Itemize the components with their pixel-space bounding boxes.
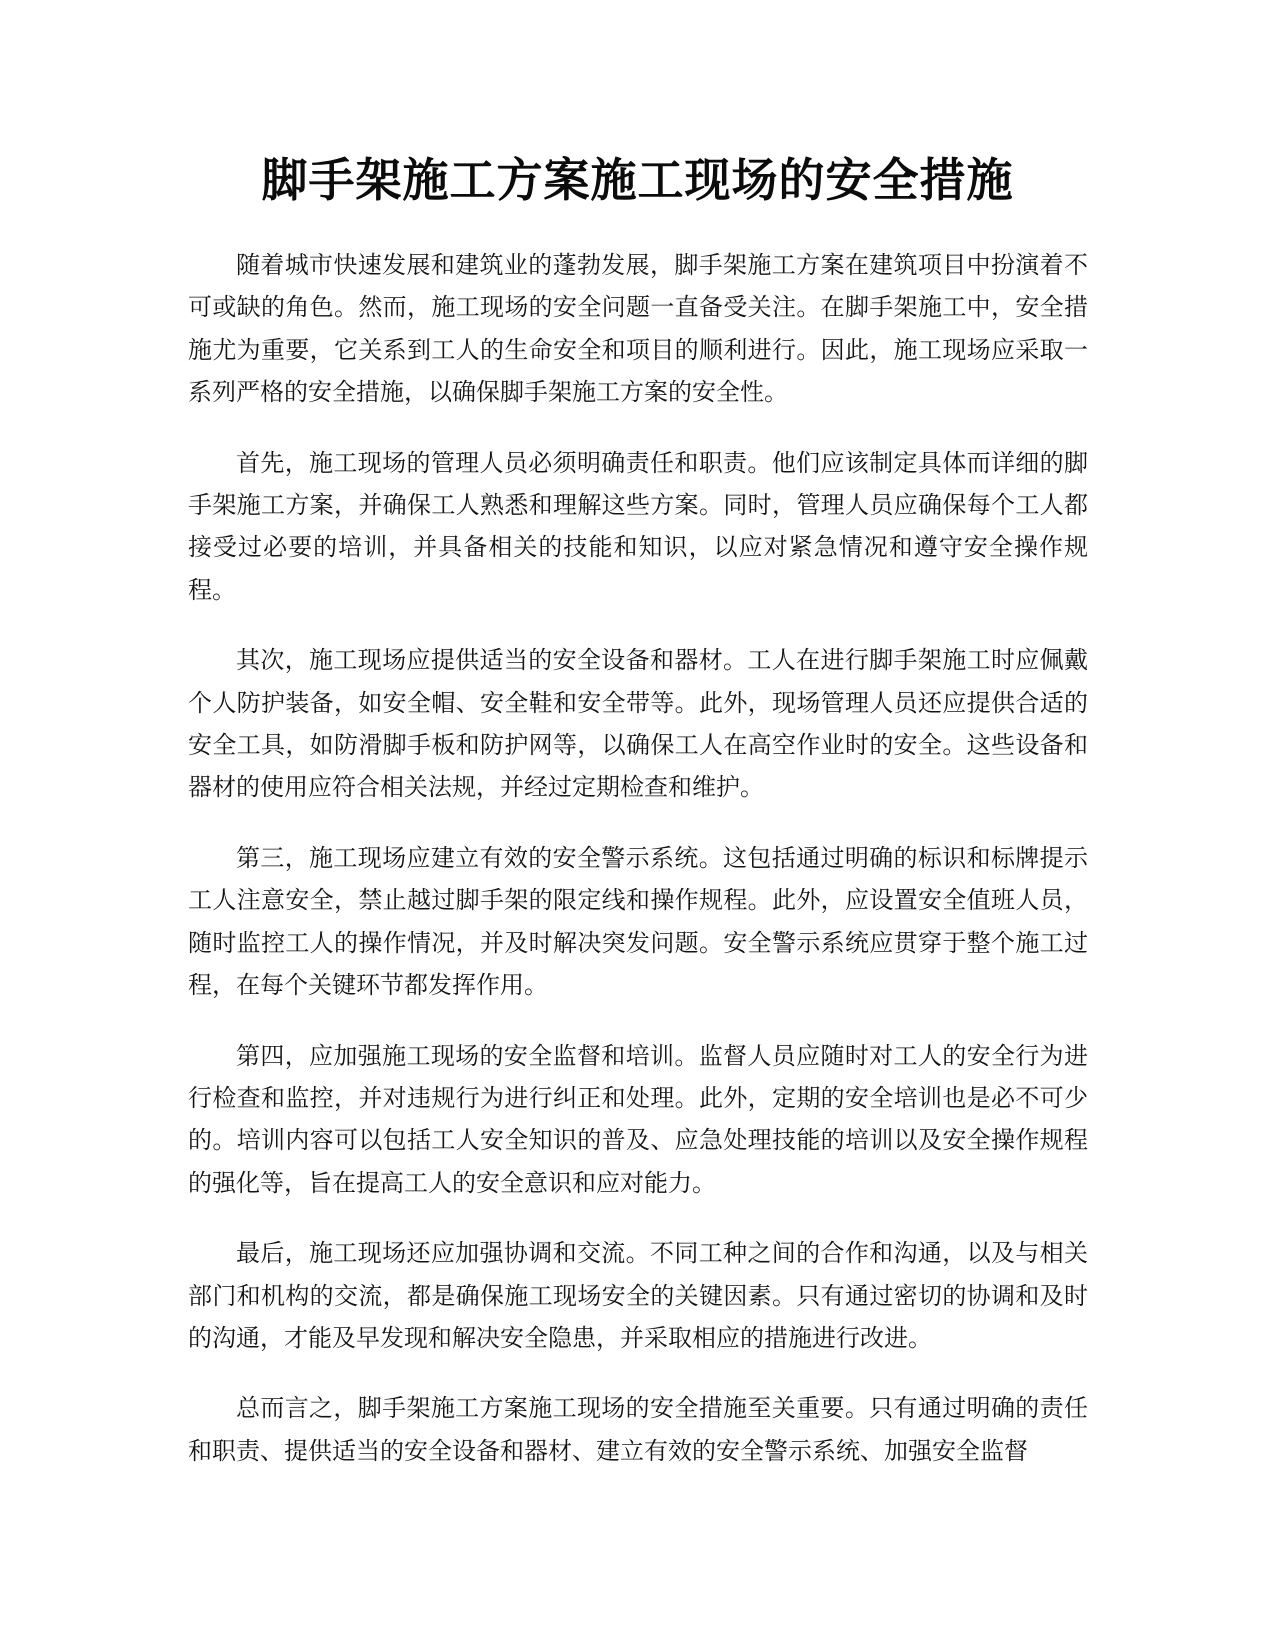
paragraph-summary: 总而言之，脚手架施工方案施工现场的安全措施至关重要。只有通过明确的责任和职责、提供适当的安全设备和器材、建立有效的安全警示系统、加强安全监督 (188, 1394, 1088, 1465)
document-title: 脚手架施工方案施工现场的安全措施 (261, 153, 1014, 207)
paragraph-intro: 随着城市快速发展和建筑业的蓬勃发展，脚手架施工方案在建筑项目中扮演着不可或缺的角色。然而，施工现场的安全问题一直备受关注。在脚手架施工中，安全措施尤为重要，它关系到工人的生命安全和项目的顺利进行。因此，施工现场应采取一系列严格的安全措施，以确保脚手架施工方案的安全性。 (188, 251, 1088, 407)
document-body (188, 244, 1088, 1500)
paragraph-supervision-training: 第四，应加强施工现场的安全监督和培训。监督人员应随时对工人的安全行为进行检查和监控，并对违规行为进行纠正和处理。此外，定期的安全培训也是必不可少的。培训内容可以包括工人安全知识的普及、应急处理技能的培训以及安全操作规程的强化等，旨在提高工人的安全意识和应对能力。 (188, 1041, 1088, 1197)
paragraph-warning-system: 第三，施工现场应建立有效的安全警示系统。这包括通过明确的标识和标牌提示工人注意安全，禁止越过脚手架的限定线和操作规程。此外，应设置安全值班人员，随时监控工人的操作情况，并及时解决突发问题。安全警示系统应贯穿于整个施工过程，在每个关键环节都发挥作用。 (188, 843, 1088, 1000)
paragraph-responsibility: 首先，施工现场的管理人员必须明确责任和职责。他们应该制定具体而详细的脚手架施工方案，并确保工人熟悉和理解这些方案。同时，管理人员应确保每个工人都接受过必要的培训，并具备相关的技能和知识，以应对紧急情况和遵守安全操作规程。 (188, 448, 1088, 604)
paragraph-equipment: 其次，施工现场应提供适当的安全设备和器材。工人在进行脚手架施工时应佩戴个人防护装备，如安全帽、安全鞋和安全带等。此外，现场管理人员还应提供合适的安全工具，如防滑脚手板和防护网等，以确保工人在高空作业时的安全。这些设备和器材的使用应符合相关法规，并经过定期检查和维护。 (188, 646, 1088, 802)
paragraph-coordination: 最后，施工现场还应加强协调和交流。不同工种之间的合作和沟通，以及与相关部门和机构的交流，都是确保施工现场安全的关键因素。只有通过密切的协调和及时的沟通，才能及早发现和解决安全隐患，并采取相应的措施进行改进。 (188, 1239, 1088, 1352)
